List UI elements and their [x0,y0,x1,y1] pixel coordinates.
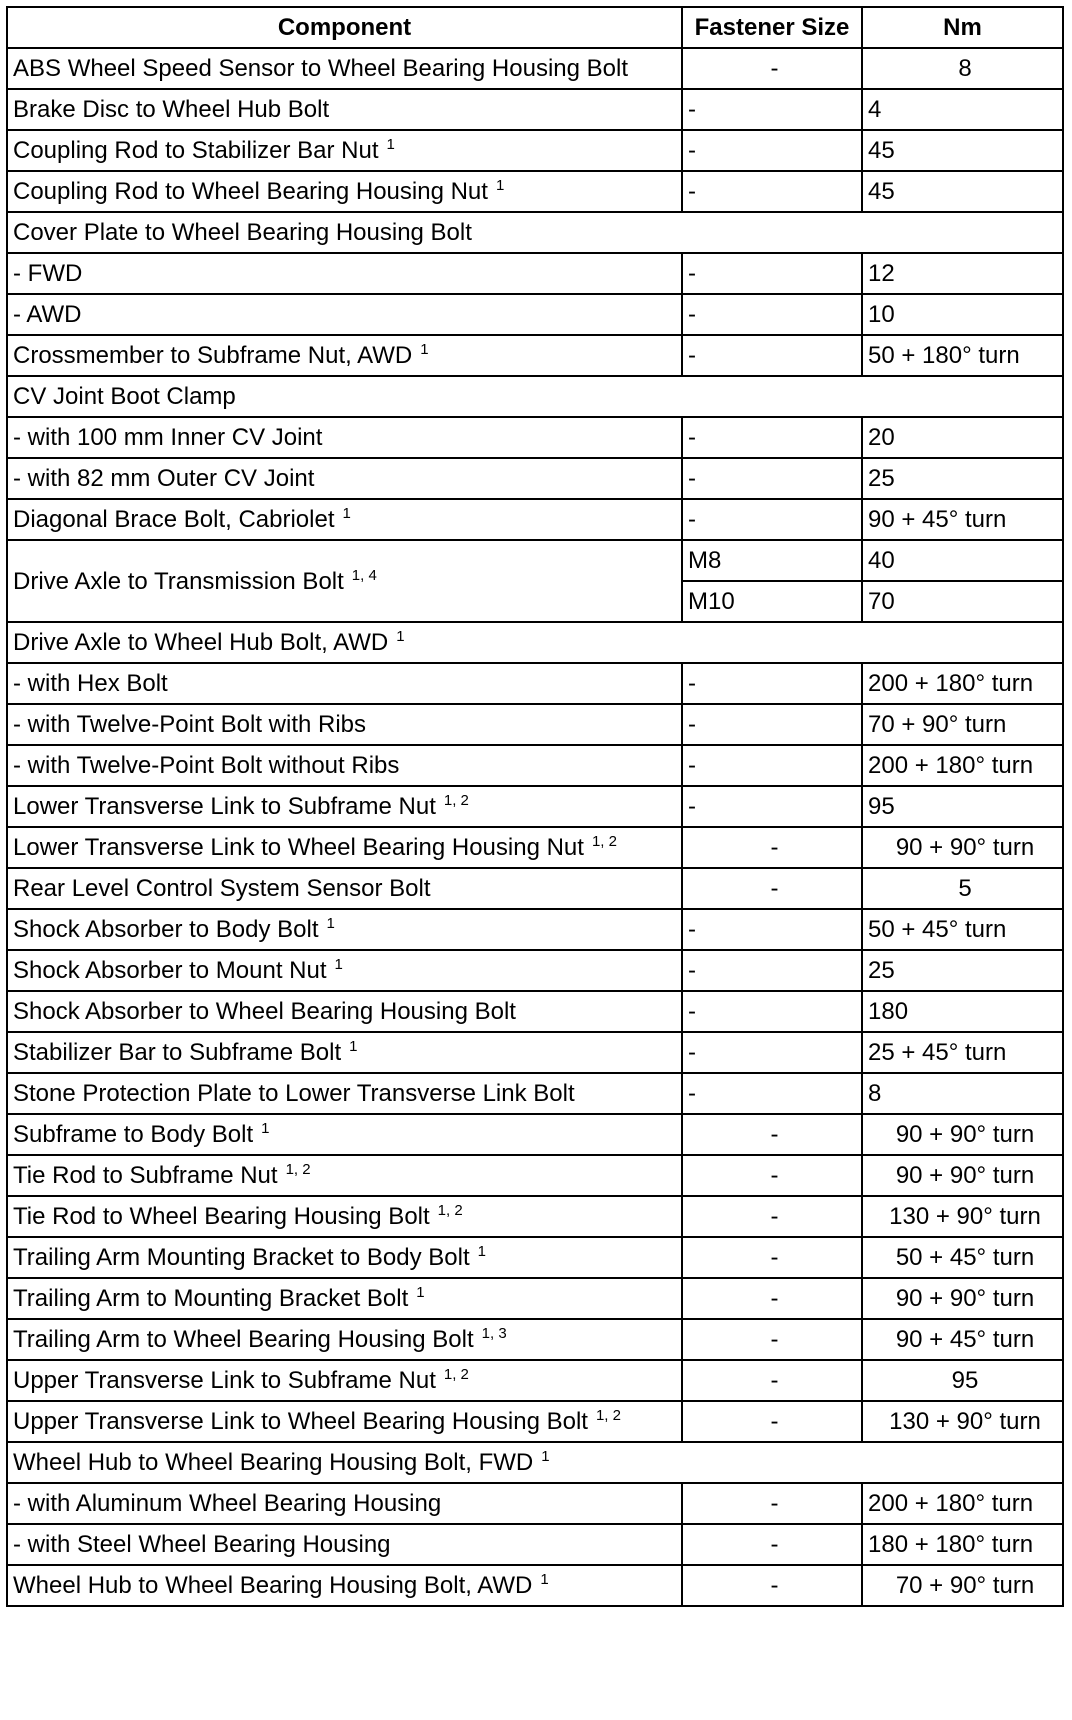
torque-cell: 25 [862,458,1063,499]
torque-cell: 70 + 90° turn [862,704,1063,745]
component-text: Tie Rod to Wheel Bearing Housing Bolt [13,1203,430,1230]
component-cell [7,1360,682,1401]
table-row [7,89,1063,130]
fastener-size-cell: - [682,991,862,1032]
fastener-size-cell: - [682,1155,862,1196]
component-text: Trailing Arm Mounting Bracket to Body Bolt [13,1244,470,1271]
footnote-ref: 1 [334,956,343,973]
component-cell [7,1565,682,1606]
component-cell [7,1483,682,1524]
footnote-ref: 1 [540,1571,549,1588]
table-row [7,1565,1063,1606]
component-text: Trailing Arm to Mounting Bracket Bolt [13,1285,409,1312]
component-cell [7,1278,682,1319]
component-text: Drive Axle to Wheel Hub Bolt, AWD [13,629,389,656]
table-row [7,499,1063,540]
component-cell [7,253,682,294]
table-row [7,1278,1063,1319]
fastener-size-header: Fastener Size [682,7,862,48]
torque-cell: 8 [862,1073,1063,1114]
component-text: Tie Rod to Subframe Nut [13,1162,278,1189]
table-row [7,1401,1063,1442]
component-cell [7,1524,682,1565]
component-text: Stone Protection Plate to Lower Transverse Link Bolt [13,1079,575,1107]
table-row [7,786,1063,827]
group-header-row [7,212,1063,253]
footnote-ref: 1 [420,341,429,358]
component-text: Crossmember to Subframe Nut, AWD [13,342,413,369]
footnote-ref: 1, 2 [437,1202,463,1219]
fastener-size-cell: - [682,1114,862,1155]
table-row [7,130,1063,171]
component-text: Stabilizer Bar to Subframe Bolt [13,1039,342,1066]
footnote-ref: 1, 4 [351,566,377,584]
torque-cell: 12 [862,253,1063,294]
footnote-ref: 1, 2 [591,833,617,850]
torque-cell: 90 + 90° turn [862,1155,1063,1196]
fastener-size-cell: - [682,130,862,171]
component-cell [7,417,682,458]
table-row [7,1155,1063,1196]
torque-cell: 70 + 90° turn [862,1565,1063,1606]
torque-cell: 180 + 180° turn [862,1524,1063,1565]
component-cell [7,1442,1063,1483]
torque-cell: 8 [862,48,1063,89]
component-text: - FWD [13,259,83,287]
component-cell [7,991,682,1032]
torque-cell: 50 + 45° turn [862,909,1063,950]
table-row [7,171,1063,212]
table-row [7,663,1063,704]
footnote-ref: 1, 3 [481,1325,507,1342]
torque-cell: 90 + 45° turn [862,1319,1063,1360]
component-cell [7,212,1063,253]
component-header: Component [7,7,682,48]
component-cell [7,540,682,622]
component-cell [7,1319,682,1360]
component-text: Brake Disc to Wheel Hub Bolt [13,95,330,123]
footnote-ref: 1, 2 [595,1407,621,1424]
footnote-ref: 1, 2 [285,1161,311,1178]
footnote-ref: 1 [541,1448,550,1465]
table-row [7,1237,1063,1278]
fastener-size-cell: M8 [682,540,862,581]
fastener-size-cell: M10 [682,581,862,622]
fastener-size-cell: - [682,89,862,130]
component-cell [7,130,682,171]
table-row [7,1196,1063,1237]
footnote-ref: 1, 2 [443,1366,469,1383]
torque-cell: 25 + 45° turn [862,1032,1063,1073]
torque-cell: 45 [862,130,1063,171]
component-text: - with Aluminum Wheel Bearing Housing [13,1489,442,1517]
component-text: - with 82 mm Outer CV Joint [13,464,315,492]
fastener-size-cell: - [682,458,862,499]
table-row [7,540,1063,581]
component-cell [7,827,682,868]
component-cell [7,335,682,376]
fastener-size-cell: - [682,1483,862,1524]
component-cell [7,294,682,335]
component-cell [7,622,1063,663]
fastener-size-cell: - [682,1196,862,1237]
table-row [7,1319,1063,1360]
component-text: Lower Transverse Link to Wheel Bearing Housing Nut [13,834,584,861]
table-row [7,335,1063,376]
footnote-ref: 1 [349,1038,358,1055]
torque-cell: 90 + 90° turn [862,827,1063,868]
torque-cell: 200 + 180° turn [862,663,1063,704]
torque-cell: 95 [862,786,1063,827]
fastener-size-cell: - [682,1237,862,1278]
table-row [7,253,1063,294]
component-cell [7,376,1063,417]
component-cell [7,1114,682,1155]
table-row [7,1524,1063,1565]
component-cell [7,950,682,991]
fastener-size-cell: - [682,294,862,335]
table-row [7,1360,1063,1401]
torque-cell: 95 [862,1360,1063,1401]
component-cell [7,1073,682,1114]
group-header-row [7,622,1063,663]
torque-cell: 90 + 90° turn [862,1278,1063,1319]
fastener-size-cell: - [682,1401,862,1442]
torque-cell: 200 + 180° turn [862,745,1063,786]
table-row [7,458,1063,499]
fastener-size-cell: - [682,1524,862,1565]
torque-cell: 50 + 45° turn [862,1237,1063,1278]
torque-cell: 90 + 45° turn [862,499,1063,540]
component-cell [7,868,682,909]
table-row [7,991,1063,1032]
table-body [7,48,1063,1606]
component-text: Wheel Hub to Wheel Bearing Housing Bolt, FWD [13,1449,534,1476]
torque-cell: 5 [862,868,1063,909]
component-text: - with Steel Wheel Bearing Housing [13,1530,391,1558]
group-header-row [7,1442,1063,1483]
table-row [7,868,1063,909]
footnote-ref: 1, 2 [443,792,469,809]
table-row [7,1114,1063,1155]
footnote-ref: 1 [386,136,395,153]
component-cell [7,786,682,827]
fastener-size-cell: - [682,1032,862,1073]
component-text: Upper Transverse Link to Subframe Nut [13,1367,436,1394]
torque-cell: 4 [862,89,1063,130]
footnote-ref: 1 [342,505,351,522]
component-text: ABS Wheel Speed Sensor to Wheel Bearing Housing Bolt [13,54,629,82]
component-text: - with Twelve-Point Bolt without Ribs [13,751,400,779]
component-text: - with 100 mm Inner CV Joint [13,423,323,451]
component-cell [7,663,682,704]
component-text: - AWD [13,300,82,328]
component-text: Subframe to Body Bolt [13,1121,254,1148]
component-text: Shock Absorber to Wheel Bearing Housing Bolt [13,997,516,1025]
table-row [7,827,1063,868]
component-text: Wheel Hub to Wheel Bearing Housing Bolt, AWD [13,1572,533,1599]
table-row [7,745,1063,786]
component-cell [7,909,682,950]
component-cell [7,499,682,540]
component-cell [7,1401,682,1442]
component-text: Drive Axle to Transmission Bolt [13,567,344,595]
table-row [7,704,1063,745]
component-text: Lower Transverse Link to Subframe Nut [13,793,436,820]
torque-header: Nm [862,7,1063,48]
component-cell [7,1196,682,1237]
fastener-size-cell: - [682,253,862,294]
fastener-size-cell: - [682,950,862,991]
torque-cell: 90 + 90° turn [862,1114,1063,1155]
component-text: Diagonal Brace Bolt, Cabriolet [13,506,335,533]
fastener-size-cell: - [682,745,862,786]
fastener-size-cell: - [682,48,862,89]
table-row [7,294,1063,335]
table-row [7,48,1063,89]
fastener-size-cell: - [682,1073,862,1114]
torque-spec-table [6,6,1064,1607]
fastener-size-cell: - [682,704,862,745]
table-row [7,909,1063,950]
component-text: Shock Absorber to Body Bolt [13,916,319,943]
component-text: Trailing Arm to Wheel Bearing Housing Bolt [13,1326,474,1353]
component-text: - with Hex Bolt [13,669,168,697]
table-row [7,1073,1063,1114]
torque-cell: 130 + 90° turn [862,1196,1063,1237]
fastener-size-cell: - [682,417,862,458]
fastener-size-cell: - [682,786,862,827]
table-row [7,950,1063,991]
fastener-size-cell: - [682,335,862,376]
group-header-row [7,376,1063,417]
component-text: Upper Transverse Link to Wheel Bearing Housing Bolt [13,1408,588,1435]
fastener-size-cell: - [682,868,862,909]
component-text: - with Twelve-Point Bolt with Ribs [13,710,367,738]
component-cell [7,745,682,786]
torque-cell: 50 + 180° turn [862,335,1063,376]
component-cell [7,1155,682,1196]
footnote-ref: 1 [495,177,505,194]
table-row [7,417,1063,458]
component-cell [7,89,682,130]
torque-cell: 40 [862,540,1063,581]
fastener-size-cell: - [682,1319,862,1360]
torque-cell: 20 [862,417,1063,458]
torque-cell: 180 [862,991,1063,1032]
table-row [7,1032,1063,1073]
torque-cell: 10 [862,294,1063,335]
component-text: Coupling Rod to Stabilizer Bar Nut [13,137,379,164]
component-text: Rear Level Control System Sensor Bolt [13,874,431,902]
torque-cell: 25 [862,950,1063,991]
component-text: CV Joint Boot Clamp [13,382,236,410]
component-cell [7,704,682,745]
component-cell [7,171,682,212]
header-row [7,7,1063,48]
fastener-size-cell: - [682,499,862,540]
fastener-size-cell: - [682,1360,862,1401]
footnote-ref: 1 [416,1284,425,1301]
fastener-size-cell: - [682,1565,862,1606]
fastener-size-cell: - [682,663,862,704]
fastener-size-cell: - [682,1278,862,1319]
torque-cell: 200 + 180° turn [862,1483,1063,1524]
component-text: Coupling Rod to Wheel Bearing Housing Nut [13,178,488,205]
footnote-ref: 1 [396,628,405,645]
fastener-size-cell: - [682,827,862,868]
torque-cell: 45 [862,171,1063,212]
footnote-ref: 1 [326,915,335,932]
torque-cell: 130 + 90° turn [862,1401,1063,1442]
fastener-size-cell: - [682,171,862,212]
footnote-ref: 1 [477,1243,486,1260]
torque-cell: 70 [862,581,1063,622]
table-row [7,1483,1063,1524]
component-text: Shock Absorber to Mount Nut [13,957,327,984]
footnote-ref: 1 [261,1120,270,1137]
component-cell [7,1237,682,1278]
fastener-size-cell: - [682,909,862,950]
component-cell [7,1032,682,1073]
component-cell [7,458,682,499]
component-text: Cover Plate to Wheel Bearing Housing Bolt [13,218,472,246]
component-cell [7,48,682,89]
